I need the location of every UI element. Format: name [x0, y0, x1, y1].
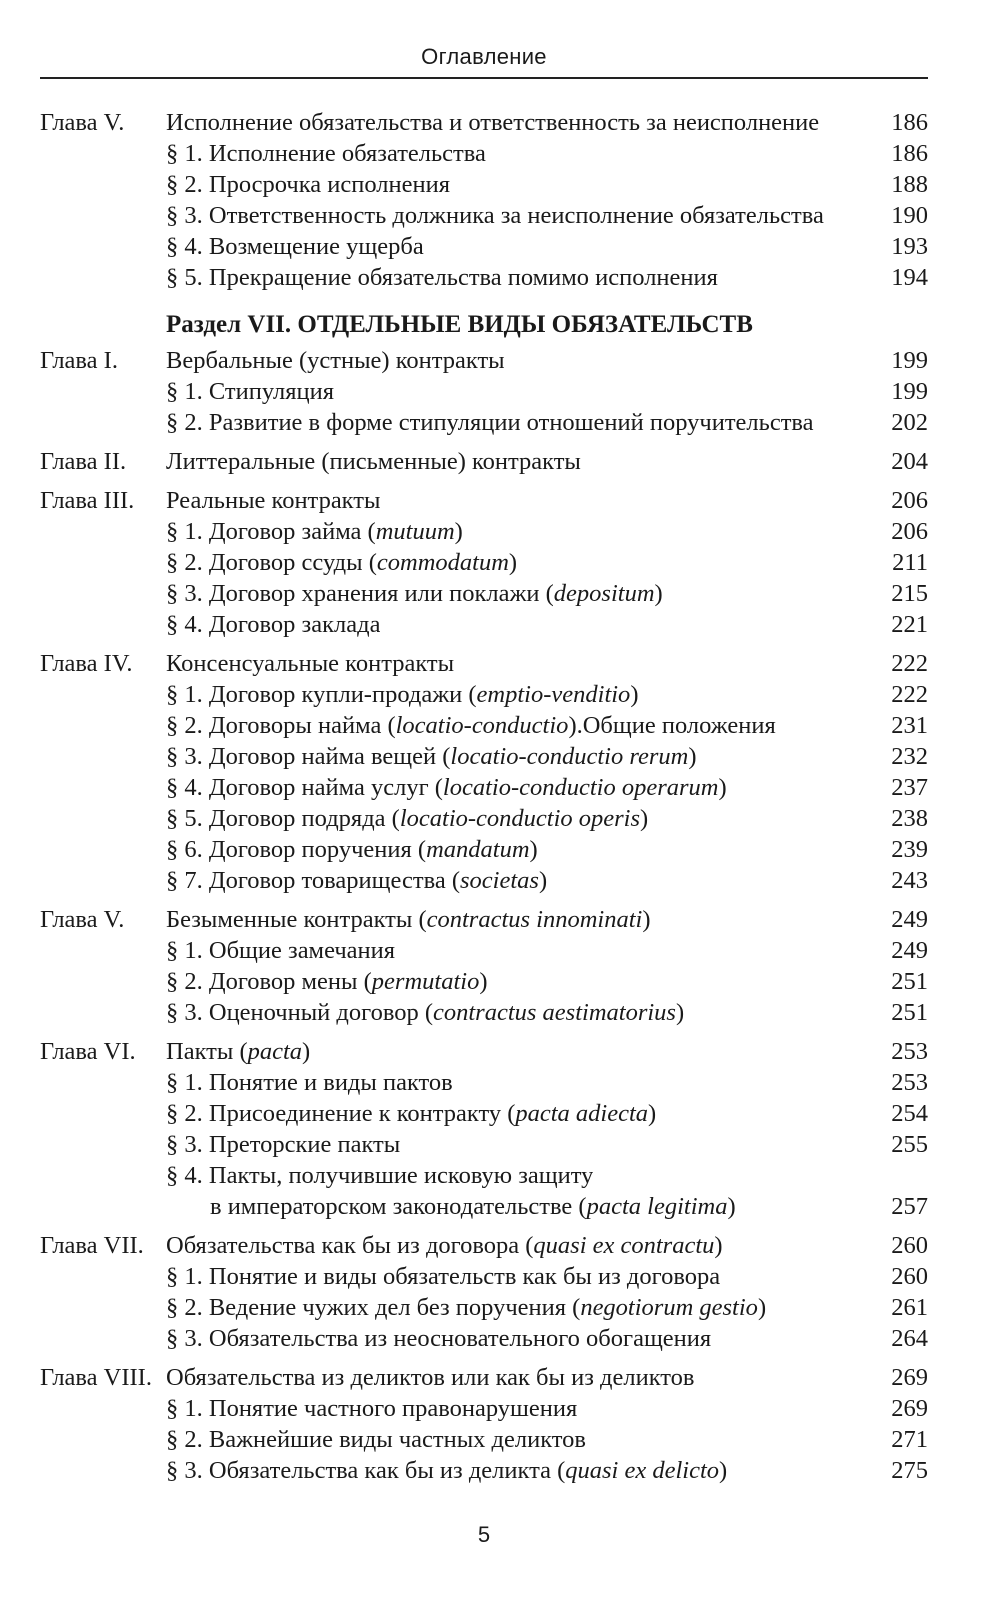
- chapter-label: Глава I.: [40, 347, 118, 374]
- page-ref: 254: [891, 1100, 928, 1127]
- page-ref: 231: [891, 712, 928, 739]
- chapter-label: Глава IV.: [40, 650, 133, 677]
- subsection-entry: [40, 997, 928, 1028]
- subsection-entry: [40, 407, 928, 438]
- subsection-entry: [40, 803, 928, 834]
- page-ref: 221: [891, 611, 928, 638]
- chapter-label: Глава II.: [40, 448, 127, 475]
- latin-term: quasi ex contractu: [533, 1232, 715, 1259]
- page-ref: 194: [891, 264, 928, 291]
- chapter-block: [40, 1036, 928, 1222]
- subsection-entry: [40, 741, 928, 772]
- latin-term: permutatio: [371, 968, 480, 995]
- chapter-block: [40, 107, 928, 293]
- entry-title: Консенсуальные контракты: [166, 650, 455, 677]
- chapter-label: Глава VIII.: [40, 1364, 152, 1391]
- latin-term: commodatum: [376, 549, 509, 576]
- chapter-entry: [40, 904, 928, 935]
- subsection-entry: [40, 200, 928, 231]
- latin-term: pacta legitima: [586, 1193, 728, 1220]
- entry-title: § 1. Стипуляция: [166, 378, 334, 405]
- latin-term: contractus aestimatorius: [433, 999, 676, 1026]
- page-ref: 215: [891, 580, 928, 607]
- entry-title: § 7. Договор товарищества (societas): [166, 867, 548, 894]
- entry-title: § 1. Понятие частного правонарушения: [166, 1395, 578, 1422]
- chapter-block: [40, 485, 928, 640]
- page-ref: 211: [892, 549, 928, 576]
- chapter-entry: [40, 648, 928, 679]
- subsection-entry: [40, 578, 928, 609]
- page-ref: 186: [891, 109, 928, 136]
- entry-title: § 1. Понятие и виды обязательств как бы из договора: [166, 1263, 721, 1290]
- entry-title: § 2. Ведение чужих дел без поручения (negotiorum gestio): [166, 1294, 767, 1321]
- page-ref: 188: [891, 171, 928, 198]
- chapter-block: [40, 446, 928, 477]
- latin-term: pacta: [247, 1038, 303, 1065]
- subsection-entry: [40, 966, 928, 997]
- entry-title: § 1. Исполнение обязательства: [166, 140, 486, 167]
- latin-term: locatio-conductio rerum: [450, 743, 689, 770]
- page-ref: 253: [891, 1069, 928, 1096]
- entry-title: § 3. Обязательства как бы из деликта (quasi ex delicto): [166, 1457, 728, 1484]
- page-ref: 232: [891, 743, 928, 770]
- entry-title: § 1. Договор займа (mutuum): [166, 518, 463, 545]
- page-ref: 202: [891, 409, 928, 436]
- subsection-entry: [40, 138, 928, 169]
- page-ref: 251: [891, 968, 928, 995]
- latin-term: societas: [460, 867, 539, 894]
- page-ref: 238: [891, 805, 928, 832]
- subsection-entry: [40, 1098, 928, 1129]
- entry-title: Реальные контракты: [166, 487, 381, 514]
- entry-title: § 1. Договор купли-продажи (emptio-venditio): [166, 681, 639, 708]
- entry-title: § 2. Развитие в форме стипуляции отношений поручительства: [166, 409, 814, 436]
- subsection-entry: [40, 935, 928, 966]
- latin-term: contractus innominati: [426, 906, 643, 933]
- page-ref: 275: [891, 1457, 928, 1484]
- entry-title: § 2. Просрочка исполнения: [166, 171, 450, 198]
- entry-title: в императорском законодательстве (pacta legitima): [210, 1193, 736, 1220]
- chapter-block: [40, 345, 928, 438]
- chapter-entry: [40, 107, 928, 138]
- page-ref: 255: [891, 1131, 928, 1158]
- page-ref: 204: [891, 448, 928, 475]
- entry-title: § 3. Оценочный договор (contractus aestimatorius): [166, 999, 685, 1026]
- entry-title: § 3. Договор хранения или поклажи (depositum): [166, 580, 663, 607]
- page-ref: 239: [891, 836, 928, 863]
- subsection-entry: [40, 169, 928, 200]
- entry-title: § 1. Общие замечания: [166, 937, 396, 964]
- page-ref: 186: [891, 140, 928, 167]
- entry-title: Пакты (pacta): [166, 1038, 311, 1065]
- entry-title: § 4. Договор найма услуг (locatio-conductio operarum): [166, 774, 727, 801]
- subsection-entry: [40, 1292, 928, 1323]
- entry-title: Обязательства как бы из договора (quasi ex contractu): [166, 1232, 723, 1259]
- page-ref: 222: [891, 681, 928, 708]
- chapter-block: [40, 1230, 928, 1354]
- entry-title: § 2. Договор ссуды (commodatum): [166, 549, 518, 576]
- entry-title: § 5. Прекращение обязательства помимо исполнения: [166, 264, 718, 291]
- latin-term: quasi ex delicto: [565, 1457, 720, 1484]
- chapter-entry: [40, 1362, 928, 1393]
- entry-title: § 4. Договор заклада: [166, 611, 381, 638]
- subsection-entry: [40, 1424, 928, 1455]
- latin-term: depositum: [553, 580, 655, 607]
- subsection-entry: [40, 547, 928, 578]
- latin-term: mutuum: [375, 518, 455, 545]
- entry-title: § 3. Преторские пакты: [166, 1131, 401, 1158]
- page-ref: 206: [891, 487, 928, 514]
- page-ref: 190: [891, 202, 928, 229]
- chapter-entry: [40, 1230, 928, 1261]
- chapter-label: Глава VI.: [40, 1038, 136, 1065]
- entry-title: Исполнение обязательства и ответственность за неисполнение: [166, 109, 820, 136]
- entry-title: Обязательства из деликтов или как бы из деликтов: [166, 1364, 695, 1391]
- entry-title: Вербальные (устные) контракты: [166, 347, 505, 374]
- page-ref: 264: [891, 1325, 928, 1352]
- entry-title: § 1. Понятие и виды пактов: [166, 1069, 453, 1096]
- entry-title: § 4. Возмещение ущерба: [166, 233, 424, 260]
- running-head: Оглавление: [421, 44, 547, 69]
- page-ref: 249: [891, 906, 928, 933]
- subsection-entry: [40, 262, 928, 293]
- page-ref: 199: [891, 378, 928, 405]
- subsection-entry: [40, 376, 928, 407]
- header-rule: [40, 77, 928, 79]
- entry-title: § 2. Договор мены (permutatio): [166, 968, 488, 995]
- page-ref: 261: [891, 1294, 928, 1321]
- page-number: 5: [477, 1522, 491, 1547]
- chapter-entry: [40, 345, 928, 376]
- subsection-entry: [40, 1323, 928, 1354]
- chapter-label: Глава V.: [40, 109, 125, 136]
- page-ref: 193: [891, 233, 928, 260]
- table-of-contents: [40, 107, 928, 1494]
- latin-term: emptio-venditio: [476, 681, 631, 708]
- page-ref: 199: [891, 347, 928, 374]
- subsection-entry: [40, 1455, 928, 1486]
- subsection-entry: [40, 679, 928, 710]
- page-ref: 243: [891, 867, 928, 894]
- page-ref: 253: [891, 1038, 928, 1065]
- entry-title: § 2. Важнейшие виды частных деликтов: [166, 1426, 587, 1453]
- latin-term: negotiorum gestio: [580, 1294, 758, 1321]
- chapter-block: [40, 1362, 928, 1486]
- entry-title: § 3. Ответственность должника за неисполнение обязательства: [166, 202, 824, 229]
- chapter-entry: [40, 446, 928, 477]
- subsection-entry: [40, 1191, 928, 1222]
- subsection-entry: [40, 1160, 928, 1191]
- chapter-label: Глава V.: [40, 906, 125, 933]
- subsection-entry: [40, 772, 928, 803]
- entry-title: § 2. Договоры найма (locatio-conductio).Общие положения: [166, 712, 776, 739]
- subsection-entry: [40, 231, 928, 262]
- subsection-entry: [40, 516, 928, 547]
- chapter-entry: [40, 485, 928, 516]
- entry-title: § 2. Присоединение к контракту (pacta adiecta): [166, 1100, 657, 1127]
- entry-title: § 3. Обязательства из неосновательного обогащения: [166, 1325, 712, 1352]
- entry-title: Безыменные контракты (contractus innominati): [166, 906, 651, 933]
- page-ref: 237: [891, 774, 928, 801]
- entry-title: § 4. Пакты, получившие исковую защиту: [166, 1162, 594, 1189]
- subsection-entry: [40, 1393, 928, 1424]
- chapter-label: Глава III.: [40, 487, 135, 514]
- latin-term: mandatum: [426, 836, 530, 863]
- section-heading: Раздел VII. ОТДЕЛЬНЫЕ ВИДЫ ОБЯЗАТЕЛЬСТВ: [166, 311, 753, 338]
- chapter-label: Глава VII.: [40, 1232, 144, 1259]
- subsection-entry: [40, 834, 928, 865]
- page-ref: 257: [891, 1193, 928, 1220]
- page-ref: 271: [891, 1426, 928, 1453]
- entry-title: § 6. Договор поручения (mandatum): [166, 836, 538, 863]
- page-ref: 206: [891, 518, 928, 545]
- chapter-block: [40, 648, 928, 896]
- subsection-entry: [40, 1261, 928, 1292]
- page-ref: 260: [891, 1232, 928, 1259]
- latin-term: locatio-conductio operarum: [442, 774, 719, 801]
- chapter-entry: [40, 1036, 928, 1067]
- page-ref: 269: [891, 1395, 928, 1422]
- chapter-block: [40, 904, 928, 1028]
- entry-title: Литтеральные (письменные) контракты: [166, 448, 581, 475]
- subsection-entry: [40, 865, 928, 896]
- page-ref: 251: [891, 999, 928, 1026]
- entry-title: § 3. Договор найма вещей (locatio-conductio rerum): [166, 743, 697, 770]
- page-ref: 222: [891, 650, 928, 677]
- subsection-entry: [40, 710, 928, 741]
- page-ref: 269: [891, 1364, 928, 1391]
- subsection-entry: [40, 1129, 928, 1160]
- latin-term: pacta adiecta: [515, 1100, 649, 1127]
- latin-term: locatio-conductio operis: [399, 805, 641, 832]
- entry-title: § 5. Договор подряда (locatio-conductio operis): [166, 805, 649, 832]
- chapter-list: [40, 345, 928, 1486]
- latin-term: locatio-conductio: [395, 712, 569, 739]
- page-ref: 260: [891, 1263, 928, 1290]
- subsection-entry: [40, 609, 928, 640]
- page-ref: 249: [891, 937, 928, 964]
- subsection-entry: [40, 1067, 928, 1098]
